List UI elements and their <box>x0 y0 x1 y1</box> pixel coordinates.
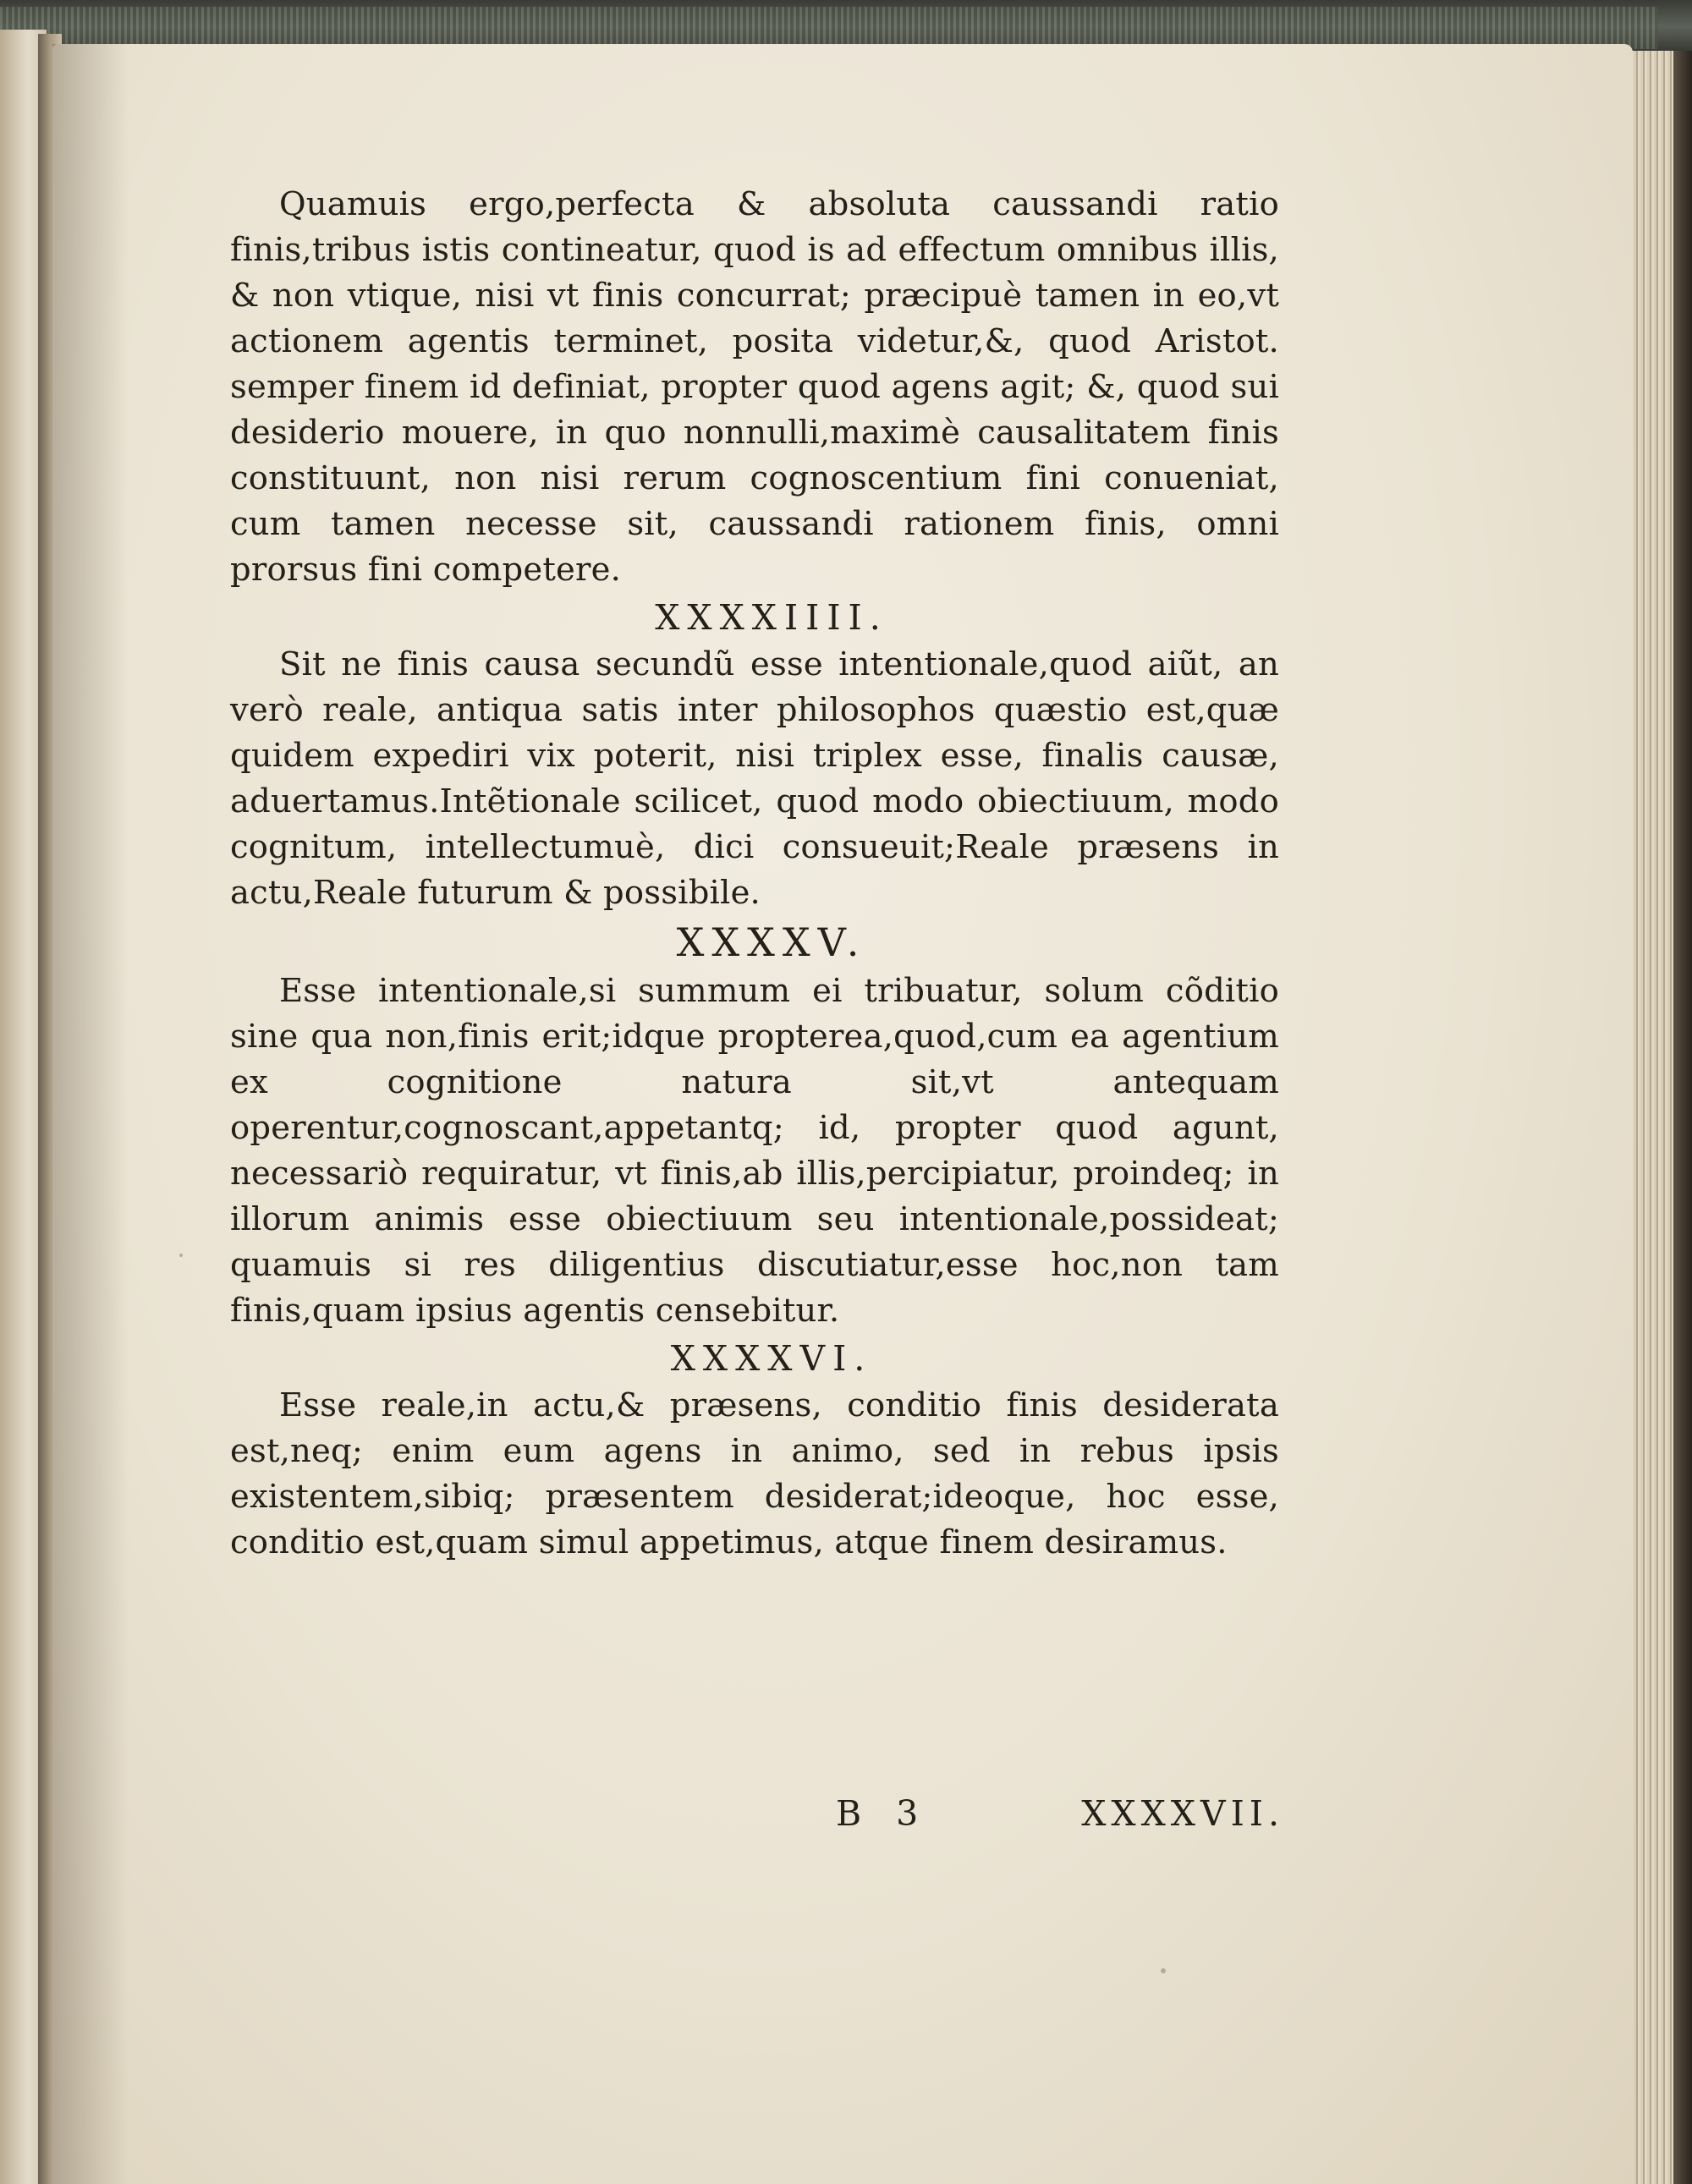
body-text <box>230 182 1279 1566</box>
paragraph-1: Quamuis ergo,perfecta & absoluta caussandi ratio finis,tribus istis contineatur, quod is ad effectum omnibus illis, & non vtique, nisi vt finis concurrat; præcipuè tamen in eo,vt actionem agentis terminet, posita videtur,&, quod Aristot. semper finem id definiat, propter quod agens agit; &, quod sui desiderio mouere, in quo nonnulli,maximè causalitatem finis constituunt, non nisi rerum cognoscentium fini conueniat, cum tamen necesse sit, caussandi rationem finis, omni prorsus fini competere. <box>230 185 1279 589</box>
paragraph-3: Esse intentionale,si summum ei tribuatur, solum cõditio sine qua non,finis erit;idque propterea,quod,cum ea agentium ex cognitione natura sit,vt antequam operentur,cognoscant,appetantq; id, propter quod agunt, necessariò requiratur, vt finis,ab illis,percipiatur, proindeq; in illorum animis esse obiectiuum seu intentionale,possideat; quamuis si res diligentius discutiatur,esse hoc,non tam finis,quam ipsius agentis censebitur. <box>230 972 1279 1330</box>
section-number-46: XXXXVI. <box>670 1338 873 1379</box>
paper-speck <box>179 1254 183 1257</box>
paper-speck <box>1161 1968 1166 1973</box>
signature-mark: B 3 <box>836 1793 931 1834</box>
binding-edge <box>1673 51 1692 2184</box>
page-footer <box>836 1793 1284 1834</box>
catchword: XXXXVII. <box>1081 1793 1284 1834</box>
paragraph-4: Esse reale,in actu,& præsens, conditio finis desiderata est,neq; enim eum agens in animo, sed in rebus ipsis existentem,sibiq; præsentem desiderat;ideoque, hoc esse, conditio est,quam simul appetimus, atque finem desiramus. <box>230 1386 1279 1561</box>
section-number-44: XXXXIIII. <box>655 597 888 638</box>
page-stack-lines <box>0 7 1658 49</box>
section-number-45: XXXXV. <box>676 919 867 965</box>
paragraph-2: Sit ne finis causa secundũ esse intentionale,quod aiũt, an verò reale, antiqua satis inter philosophos quæstio est,quæ quidem expediri vix poterit, nisi triplex esse, finalis causæ, aduertamus.Intẽtionale scilicet, quod modo obiectiuum, modo cognitum, intellectumuè, dici consueuit;Reale præsens in actu,Reale futurum & possibile. <box>230 645 1279 912</box>
gutter-shadow <box>52 44 129 2184</box>
